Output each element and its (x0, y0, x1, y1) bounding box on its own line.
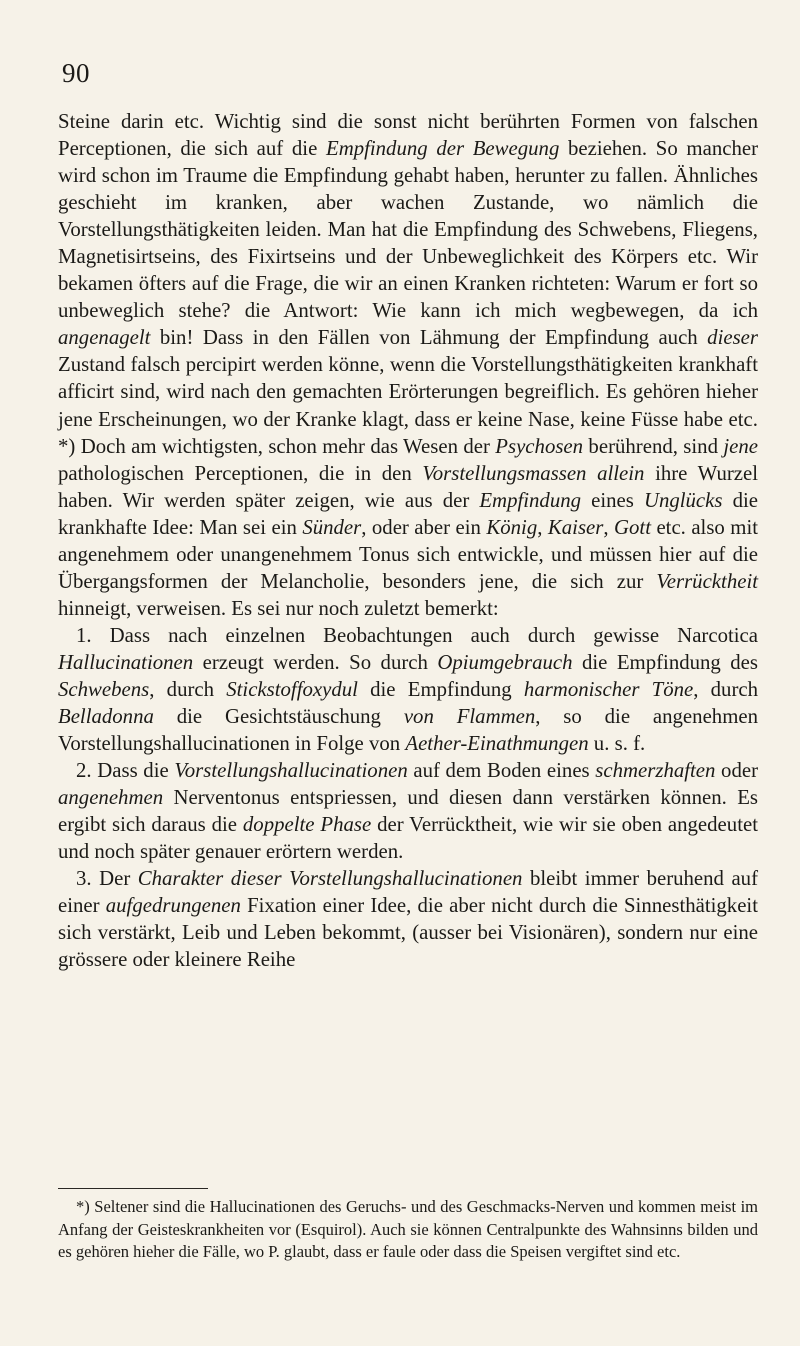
text-run: u. s. f. (588, 732, 646, 756)
emphasized-text: dieser (707, 326, 758, 350)
emphasized-text: Gott (614, 515, 651, 539)
emphasized-text: aufgedrungenen (105, 894, 241, 918)
emphasized-text: jene (723, 434, 758, 458)
page-number: 90 (62, 58, 90, 88)
text-run: pathologischen Perceptionen, die in den (58, 461, 423, 485)
emphasized-text: Stickstoffoxydul (226, 677, 358, 701)
text-run: 3. Der (76, 867, 138, 891)
text-run: , so die angenehmen Vorstellungshallucinationen in Folge von (58, 705, 758, 756)
text-run: auf dem Boden eines (407, 759, 596, 783)
text-run: 2. Dass die (76, 759, 175, 783)
emphasized-text: Aether-Einathmungen (405, 732, 589, 756)
paragraph-perceptions (58, 108, 758, 622)
text-run: Steine darin etc. Wichtig sind die sonst nicht berührten Formen von falschen Perceptionen, die sich auf die (58, 110, 758, 161)
text-run: , durch (149, 677, 227, 701)
text-run: 1. Dass nach einzelnen Beobachtungen auch durch gewisse Narcotica (76, 623, 758, 647)
text-run: ihre Wurzel haben. Wir werden später zeigen, wie aus der (58, 461, 759, 512)
footnote-text: *) Seltener sind die Hallucinationen des Geruchs- und des Geschmacks-Nerven und kommen meist im Anfang der Geisteskrankheiten vor (Esquirol). Auch sie können Centralpunkte des Wahnsinns bilden und es gehören hieher die Fälle, wo P. glaubt, dass er faule oder dass die Speisen vergiftet sind etc. (58, 1197, 758, 1261)
emphasized-text: Hallucinationen (58, 650, 194, 674)
text-run: die krankhafte Idee: Man sei ein (58, 488, 758, 539)
text-run: eines (581, 488, 644, 512)
main-text (58, 108, 758, 974)
text-run: , oder aber ein (361, 515, 487, 539)
text-run: beziehen. So mancher wird schon im Traume die Empfindung gehabt haben, herunter zu fallen. Ähnliches geschieht im kranken, aber wachen Zustande, wo nämlich die Vorstellungsthätigkeiten leiden. Man hat die Empfindung des Schwebens, Fliegens, Magnetisirtseins, des Fixirtseins und der Unbeweglichkeit des Körpers etc. Wir bekamen öfters auf die Frage, die wir an einen Kranken richteten: Warum er fort so unbeweglich stehe? die Antwort: Wie kann ich mich wegbewegen, da ich (58, 137, 758, 323)
emphasized-text: Verrücktheit (656, 569, 758, 593)
text-run: der Verrücktheit, wie wir sie oben angedeutet und noch später genauer erörtern werden. (58, 813, 758, 864)
text-run: erzeugt werden. So durch (193, 650, 438, 674)
emphasized-text: doppelte Phase (242, 813, 372, 837)
emphasized-text: König (486, 515, 538, 539)
emphasized-text: Charakter dieser Vorstellungshallucinationen (137, 867, 523, 891)
text-run: , durch (693, 677, 759, 701)
emphasized-text: Belladonna (58, 705, 154, 729)
text-run: , (537, 515, 548, 539)
emphasized-text: Opiumgebrauch (437, 650, 573, 674)
emphasized-text: angenagelt (58, 326, 151, 350)
emphasized-text: Empfindung (479, 488, 582, 512)
text-run: Fixation einer Idee, die aber nicht durch die Sinnesthätigkeit sich verstärkt, Leib und Leben bekommt, (ausser bei Visionären), sondern nur eine grössere oder kleinere Reihe (58, 894, 758, 972)
list-item-2-nerventonus (58, 757, 758, 865)
emphasized-text: schmerzhaften (595, 759, 716, 783)
text-run: bin! Dass in den Fällen von Lähmung der Empfindung auch (150, 326, 708, 350)
list-item-3-charakter (58, 865, 758, 973)
emphasized-text: angenehmen (58, 786, 164, 810)
text-run: Nerventonus entspriessen, und diesen dann verstärken können. Es ergibt sich daraus die (58, 786, 758, 837)
emphasized-text: von Flammen (403, 705, 536, 729)
emphasized-text: Vorstellungshallucinationen (174, 759, 408, 783)
text-run: Zustand falsch percipirt werden könne, wenn die Vorstellungsthätigkeiten krankhaft afficirt sind, wird nach den gemachten Erörterungen begreiflich. Es gehören hieher jene Erscheinungen, wo der Kranke klagt, dass er keine Nase, keine Füsse habe etc. *) Doch am wichtigsten, schon mehr das Wesen der (58, 353, 758, 458)
text-run: die Empfindung des (572, 650, 758, 674)
text-run: die Gesichtstäuschung (153, 705, 404, 729)
emphasized-text: Schwebens (58, 677, 150, 701)
emphasized-text: Vorstellungsmassen allein (422, 461, 645, 485)
text-run: oder (715, 759, 759, 783)
emphasized-text: harmonischer Töne (523, 677, 694, 701)
text-run: berührend, sind (583, 434, 724, 458)
emphasized-text: Empfindung der Bewegung (325, 137, 560, 161)
footnote (58, 1196, 758, 1264)
text-run: , (603, 515, 615, 539)
emphasized-text: Unglücks (643, 488, 723, 512)
text-run: bleibt immer beruhend auf einer (58, 867, 759, 918)
emphasized-text: Sünder (302, 515, 362, 539)
text-run: etc. also mit angenehmem oder unangenehmem Tonus sich entwickle, und müssen hier auf die Übergangsformen der Melancholie, besonders jene, die sich zur (58, 515, 758, 593)
emphasized-text: Psychosen (495, 434, 584, 458)
emphasized-text: Kaiser (547, 515, 604, 539)
footnote-divider (58, 1188, 208, 1189)
text-run: die Empfindung (357, 677, 524, 701)
list-item-1-narcotica (58, 622, 758, 757)
text-run: hinneigt, verweisen. Es sei nur noch zuletzt bemerkt: (58, 596, 499, 620)
